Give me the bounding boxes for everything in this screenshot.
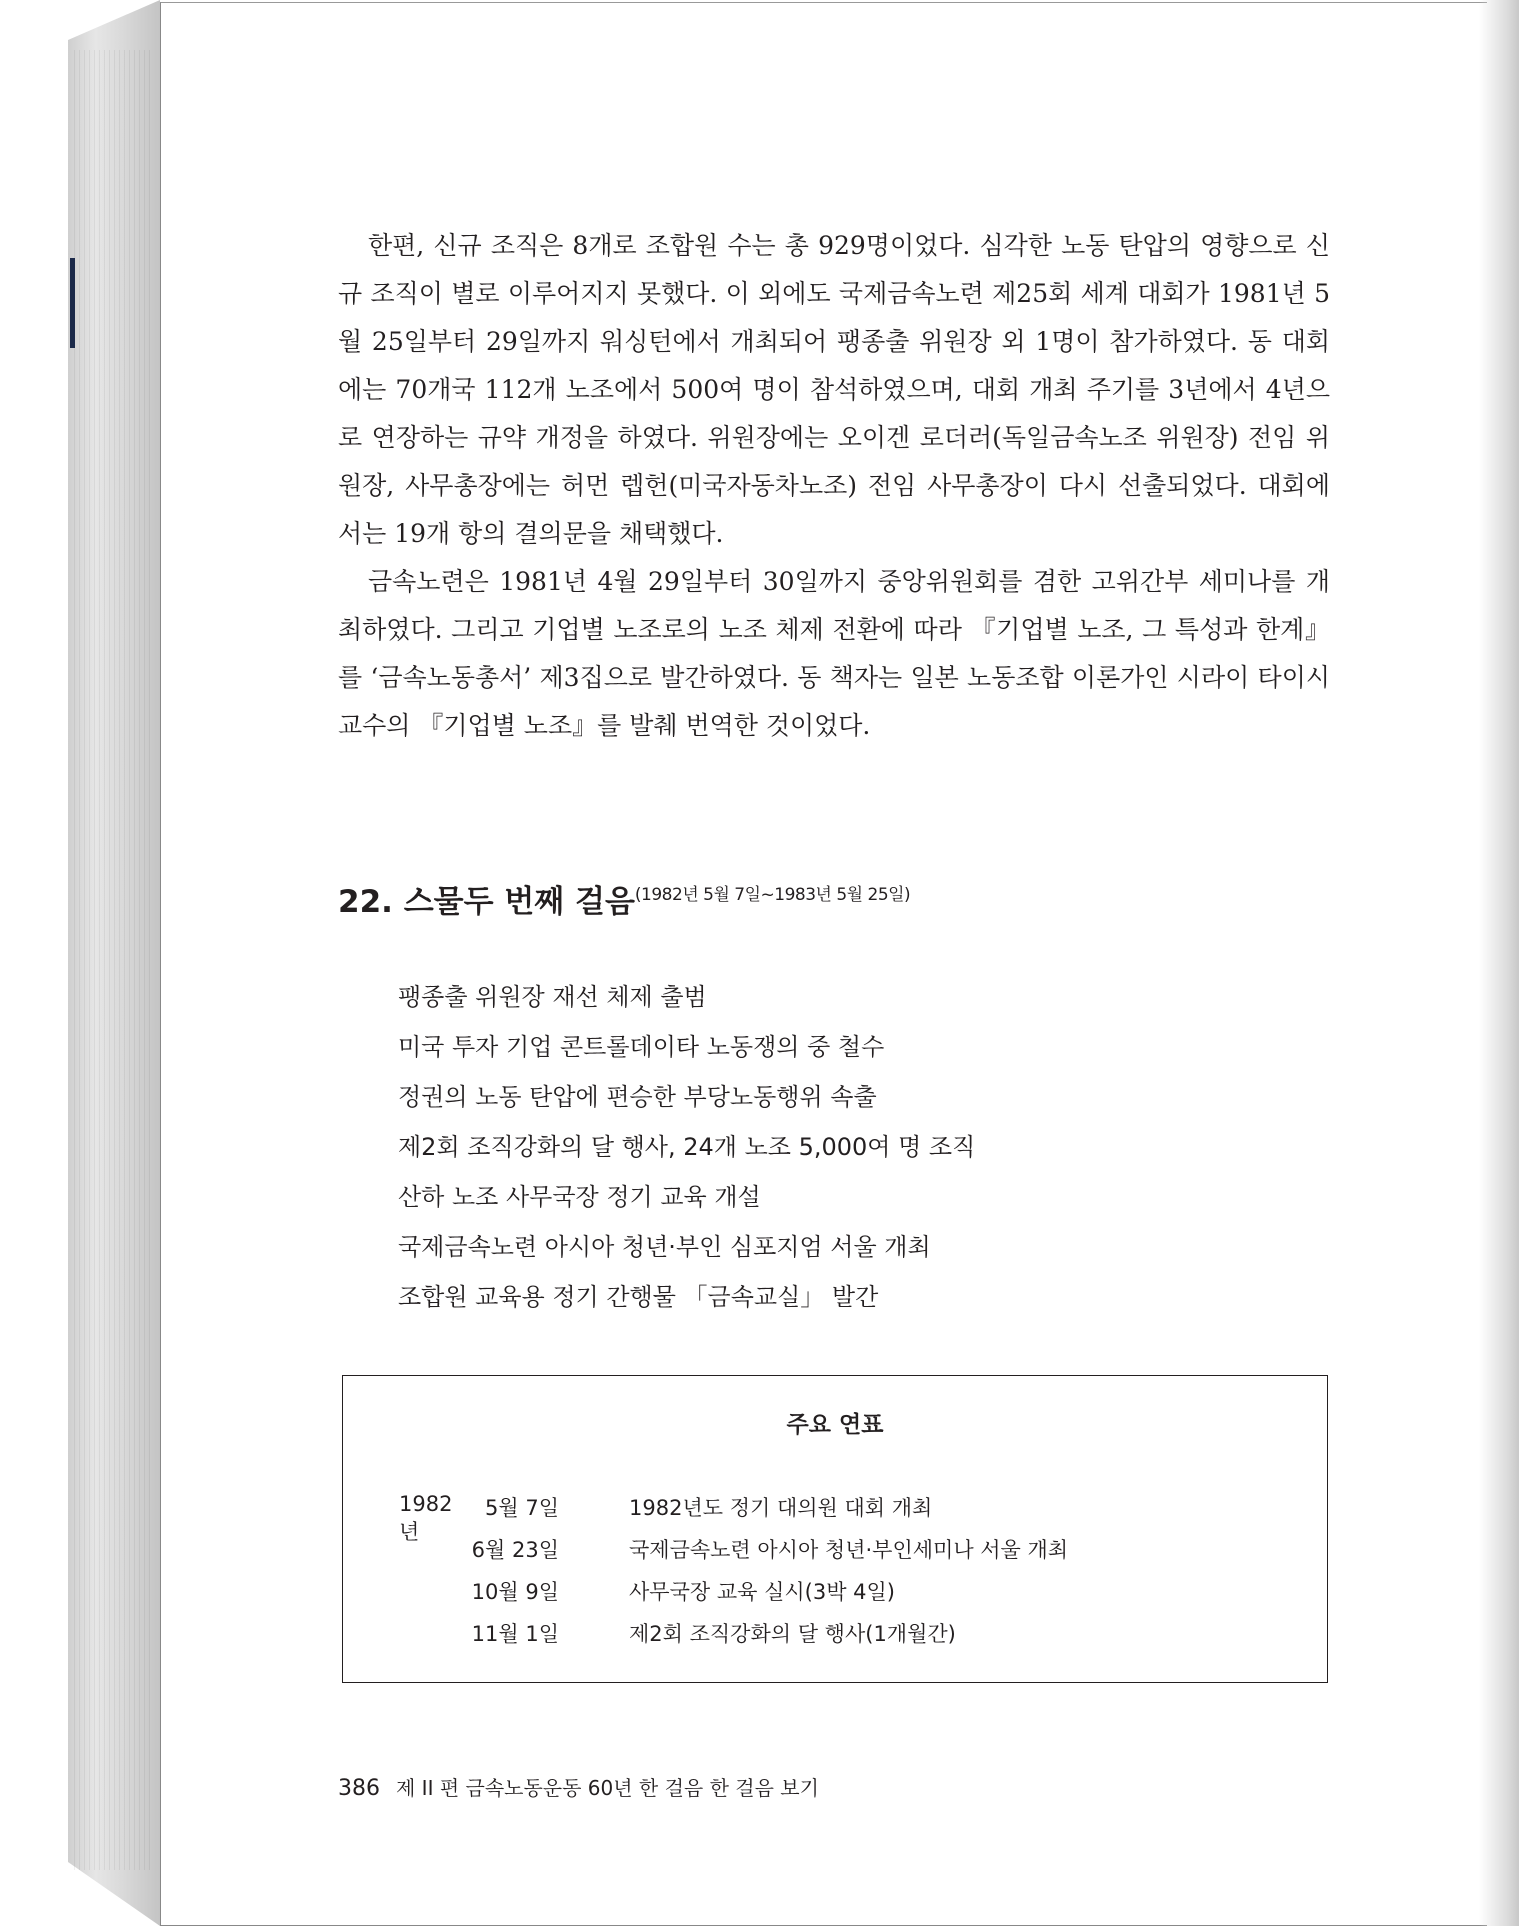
body-text (338, 222, 1330, 750)
chronology-title: 주요 연표 (786, 1412, 884, 1438)
chronology-row (343, 1618, 1327, 1660)
chronology-year: 1982년 (399, 1492, 453, 1544)
section-title-text: 22. 스물두 번째 걸음 (338, 884, 635, 920)
summary-item: 정권의 노동 탄압에 편승한 부당노동행위 속출 (398, 1083, 877, 1111)
paragraph-2: 금속노련은 1981년 4월 29일부터 30일까지 중앙위원회를 겸한 고위간부 세미나를 개최하였다. 그리고 기업별 노조로의 노조 체제 전환에 따라 『기업별 노조, 그 특성과 한계』를 ‘금속노동총서’ 제3집으로 발간하였다. 동 책자는 일본 노동조합 이론가인 시라이 타이시 교수의 『기업별 노조』를 발췌 번역한 것이었다. (338, 567, 1330, 740)
bookmark-ribbon (70, 258, 75, 348)
page-shadow (1479, 0, 1519, 1926)
chronology-event: 제2회 조직강화의 달 행사(1개월간) (629, 1622, 956, 1646)
chronology-row (343, 1576, 1327, 1618)
summary-item: 제2회 조직강화의 달 행사, 24개 노조 5,000여 명 조직 (398, 1133, 976, 1161)
summary-item: 산하 노조 사무국장 정기 교육 개설 (398, 1183, 761, 1211)
summary-item: 미국 투자 기업 콘트롤데이타 노동쟁의 중 철수 (398, 1033, 885, 1061)
chronology-event: 1982년도 정기 대의원 대회 개최 (629, 1496, 933, 1520)
section-title (338, 876, 910, 921)
chronology-date: 5월 7일 (485, 1496, 559, 1520)
chronology-date: 10월 9일 (471, 1580, 559, 1604)
summary-item: 팽종출 위원장 재선 체제 출범 (398, 983, 707, 1011)
summary-list (398, 972, 975, 1322)
page-footer (338, 1772, 819, 1801)
chronology-date: 6월 23일 (471, 1538, 559, 1562)
page-number: 386 (338, 1776, 380, 1801)
page-edge-lines (74, 50, 154, 1870)
summary-item: 국제금속노련 아시아 청년·부인 심포지엄 서울 개최 (398, 1233, 931, 1261)
chronology-row (343, 1492, 1327, 1544)
paragraph-1: 한편, 신규 조직은 8개로 조합원 수는 총 929명이었다. 심각한 노동 탄압의 영향으로 신규 조직이 별로 이루어지지 못했다. 이 외에도 국제금속노련 제25회 세계 대회가 1981년 5월 25일부터 29일까지 워싱턴에서 개최되어 팽종출 위원장 외 1명이 참가하였다. 동 대회에는 70개국 112개 노조에서 500여 명이 참석하였으며, 대회 개최 주기를 3년에서 4년으로 연장하는 규약 개정을 하였다. 위원장에는 오이겐 로더러(독일금속노조 위원장) 전임 위원장, 사무총장에는 허먼 렙헌(미국자동차노조) 전임 사무총장이 다시 선출되었다. 대회에서는 19개 항의 결의문을 채택했다. (338, 231, 1330, 548)
chronology-date: 11월 1일 (471, 1622, 559, 1646)
running-footer: 제 II 편 금속노동운동 60년 한 걸음 한 걸음 보기 (396, 1776, 819, 1800)
section-period: (1982년 5월 7일~1983년 5월 25일) (634, 885, 911, 905)
chronology-event: 국제금속노련 아시아 청년·부인세미나 서울 개최 (629, 1538, 1069, 1562)
summary-item: 조합원 교육용 정기 간행물 「금속교실」 발간 (398, 1283, 879, 1311)
chronology-box (342, 1375, 1328, 1683)
chronology-event: 사무국장 교육 실시(3박 4일) (629, 1580, 895, 1604)
chronology-row (343, 1534, 1327, 1576)
